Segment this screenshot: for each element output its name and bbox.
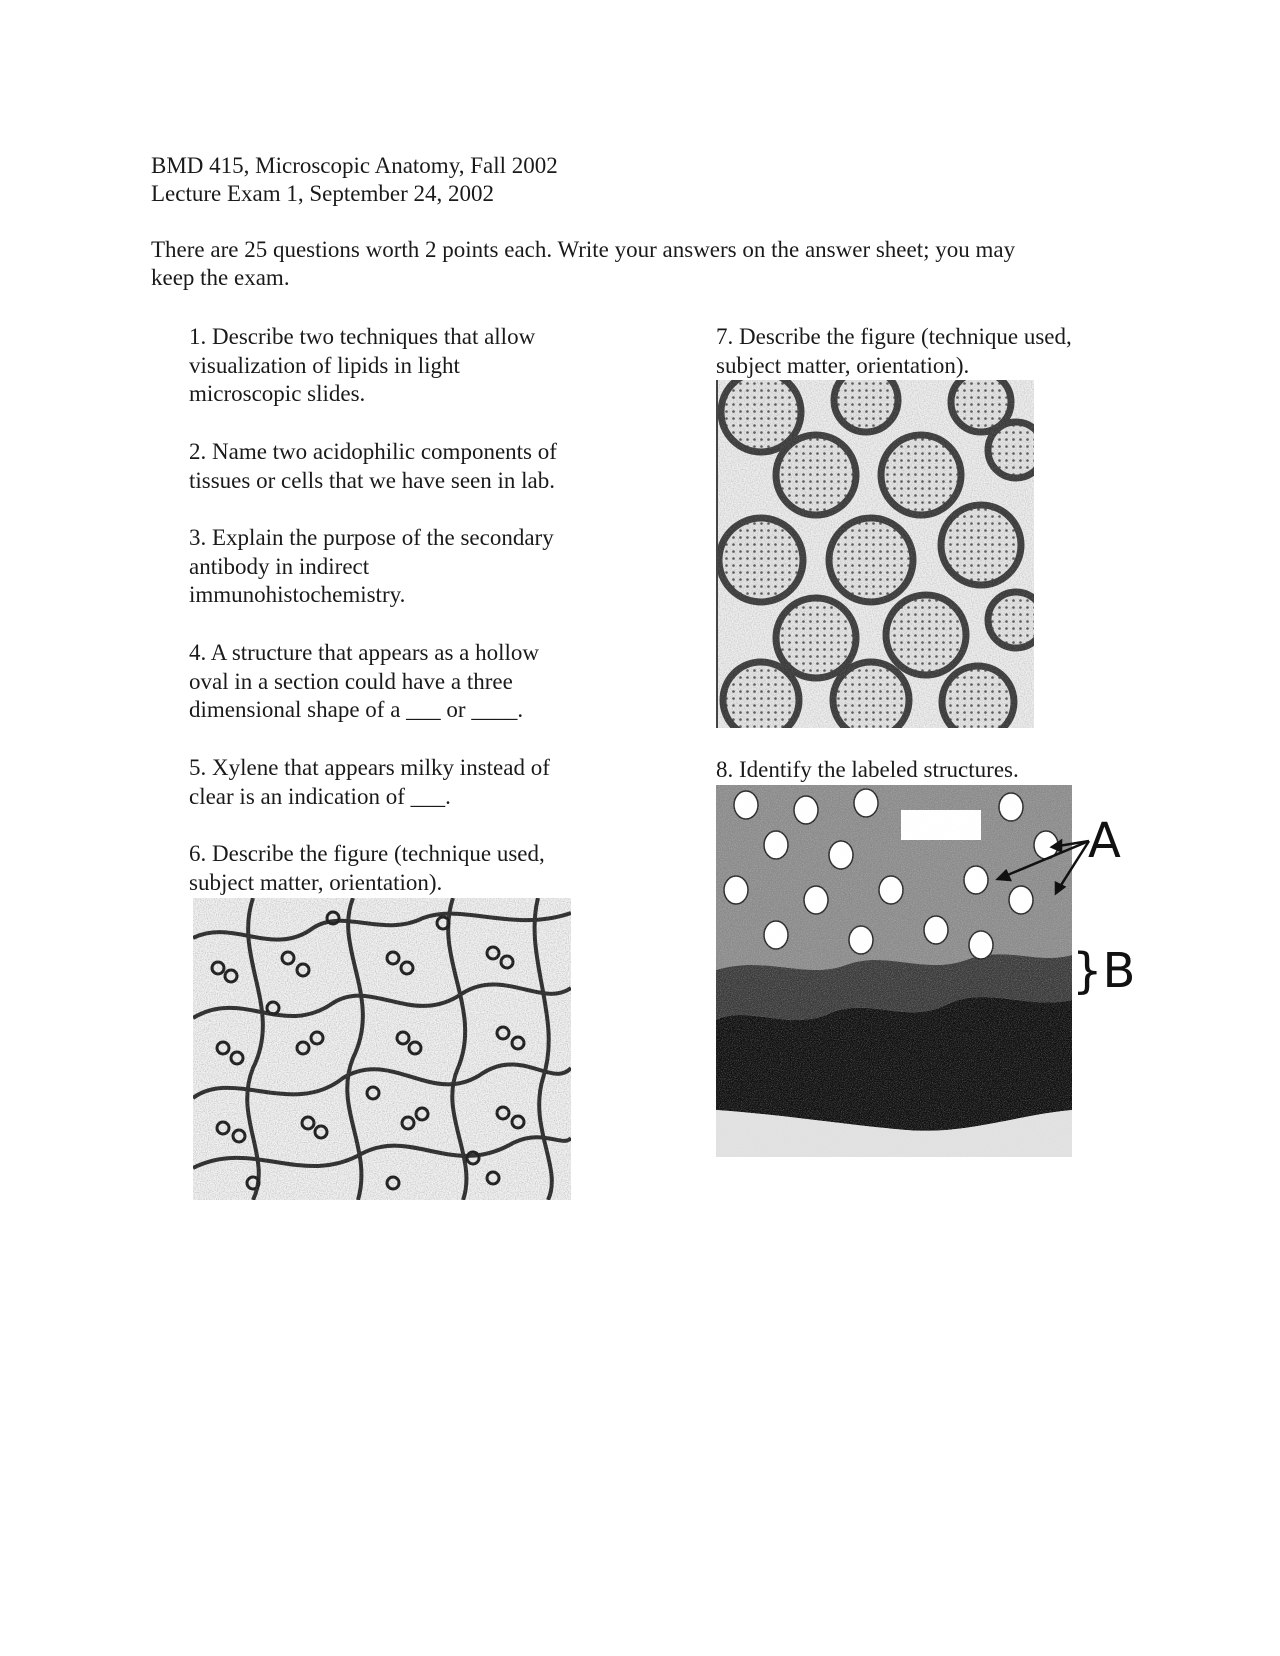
question-3-line: antibody in indirect [189,553,370,579]
question-5-line: 5. Xylene that appears milky instead of [189,755,550,780]
question-3 [189,524,554,610]
question-6-line: subject matter, orientation). [189,869,443,895]
question-8 [716,756,1019,785]
figure-q7-micrograph [716,380,1034,728]
question-7 [716,323,1072,380]
question-8-line: 8. Identify the labeled structures. [716,757,1019,782]
label-a: A [1088,813,1121,869]
question-4-line: oval in a section could have a three [189,668,513,694]
label-b: }B [1072,943,1136,999]
q6-grain [193,898,571,1200]
question-6 [189,840,545,897]
question-4 [189,639,539,725]
question-5 [189,754,550,811]
figure-q7-svg [716,380,1034,728]
question-2-line: tissues or cells that we have seen in lab. [189,467,555,493]
question-1-line: 1. Describe two techniques that allow [189,324,536,349]
course-title: BMD 415, Microscopic Anatomy, Fall 2002 [151,153,558,178]
figure-q8-svg [716,785,1156,1157]
exam-title: Lecture Exam 1, September 24, 2002 [151,181,494,206]
q8-grain [716,785,1072,1157]
question-6-line: 6. Describe the figure (technique used, [189,841,545,866]
question-1-line: microscopic slides. [189,381,366,406]
question-4-line: dimensional shape of a ___ or ____. [189,697,524,722]
question-4-line: 4. A structure that appears as a hollow [189,640,540,665]
question-7-line: 7. Describe the figure (technique used, [716,324,1072,349]
question-3-line: 3. Explain the purpose of the secondary [189,525,554,550]
question-5-line: clear is an indication of ___. [189,783,451,809]
question-7-line: subject matter, orientation). [716,352,970,378]
q7-grain [716,380,1034,728]
instructions-line-1: There are 25 questions worth 2 points each. Write your answers on the answer sheet; you may [151,237,1016,262]
instructions-line-2: keep the exam. [151,265,290,290]
figure-q6-micrograph [193,898,571,1200]
question-2-line: 2. Name two acidophilic components of [189,439,557,464]
question-1 [189,323,535,409]
question-2 [189,438,557,495]
figure-q6-svg [193,898,571,1200]
figure-q8-micrograph [716,785,1156,1157]
question-1-line: visualization of lipids in light [189,352,460,378]
question-3-line: immunohistochemistry. [189,582,406,607]
